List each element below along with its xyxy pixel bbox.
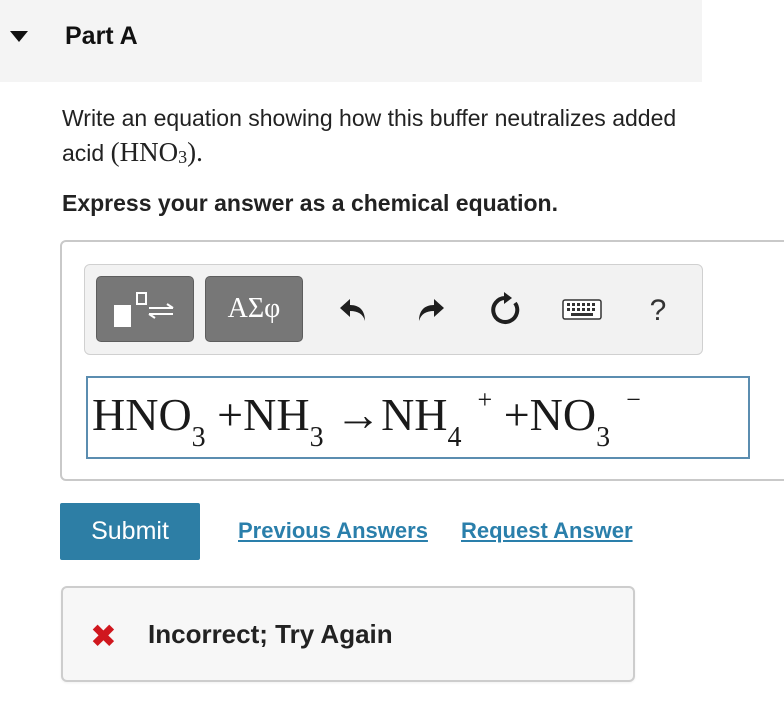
equation-content[interactable]: $HNO_3 +NH_3 \to NH_4^+ +NO_3^-$ xyxy=(92,385,641,453)
request-answer-link[interactable]: Request Answer xyxy=(461,518,633,543)
part-title: Part A xyxy=(65,22,138,50)
undo-icon[interactable] xyxy=(336,290,372,328)
question-sentence: Write an equation showing how this buffer neutralizes added acid xyxy=(62,105,677,166)
previous-answers-link[interactable]: Previous Answers xyxy=(238,518,428,543)
submit-button[interactable]: Submit xyxy=(60,503,200,560)
part-header[interactable] xyxy=(0,0,702,82)
instruction-text: Express your answer as a chemical equation. xyxy=(62,190,558,216)
x-icon: ✖ xyxy=(90,617,117,655)
help-button[interactable]: ? xyxy=(649,294,667,327)
caret-down-icon[interactable] xyxy=(10,31,28,42)
question-formula: $(HNO_3)$. xyxy=(110,137,203,167)
templates-icon xyxy=(97,277,195,343)
reset-icon[interactable] xyxy=(487,290,523,328)
redo-icon[interactable] xyxy=(412,290,448,328)
keyboard-icon[interactable] xyxy=(560,290,604,328)
symbols-button[interactable]: ΑΣφ xyxy=(205,276,303,342)
question-text xyxy=(62,101,722,174)
templates-button[interactable] xyxy=(96,276,194,342)
feedback-message: Incorrect; Try Again xyxy=(148,619,393,649)
